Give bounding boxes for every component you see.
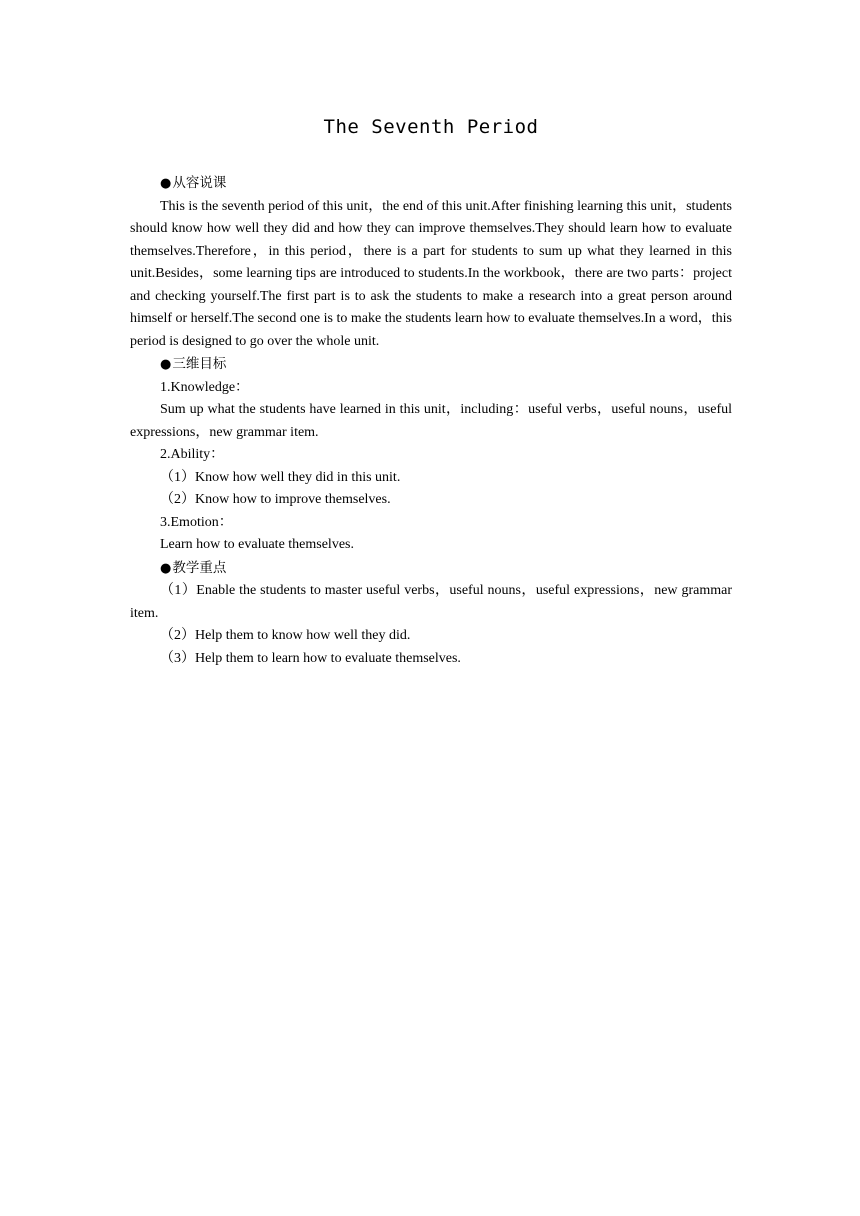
section-heading-focus: [130, 557, 732, 581]
knowledge-label: 1.Knowledge：: [160, 379, 250, 395]
bullet-icon: ●: [160, 357, 172, 372]
ability-label: 2.Ability：: [160, 447, 225, 462]
ability-item: （1）Know how well they did in this unit.: [160, 469, 401, 485]
ability-item: （2）Know how to improve themselves.: [160, 492, 391, 507]
focus-item: （2）Help them to know how well they did.: [160, 628, 411, 643]
intro-paragraph: This is the seventh period of this unit，the end of this unit.After finishing learning this unit，students should know how well they did and how they can improve themselves.They should learn how to evaluate themselves.Therefore，in this period，there is a part for students to sum up what they learned in this unit.Besides，some learning tips are introduced to students.In the workbook，there are two parts：project and checking yourself.The first part is to ask the students to make a research into a great person around himself or herself.The second one is to make the students learn how to evaluate themselves.In a word，this period is designed to go over the whole unit.: [130, 198, 732, 349]
bullet-icon: ●: [160, 560, 172, 576]
section-heading-goals: [130, 353, 732, 377]
knowledge-text: Sum up what the students have learned in this unit，including：useful verbs，useful nouns，useful expressions，new grammar item.: [130, 402, 732, 440]
bullet-icon: ●: [160, 176, 172, 191]
document-body: [130, 172, 732, 670]
heading-text: 从容说课: [172, 175, 227, 191]
heading-text: 教学重点: [172, 559, 227, 576]
emotion-text: Learn how to evaluate themselves.: [160, 537, 354, 552]
focus-item: （1）Enable the students to master useful verbs，useful nouns，useful expressions，new grammar item.: [130, 583, 732, 621]
focus-item: （3）Help them to learn how to evaluate themselves.: [160, 650, 461, 666]
section-heading-intro: [130, 172, 732, 196]
heading-text: 三维目标: [172, 356, 227, 372]
document-title: The Seventh Period: [323, 116, 539, 138]
emotion-label: 3.Emotion：: [160, 514, 233, 530]
